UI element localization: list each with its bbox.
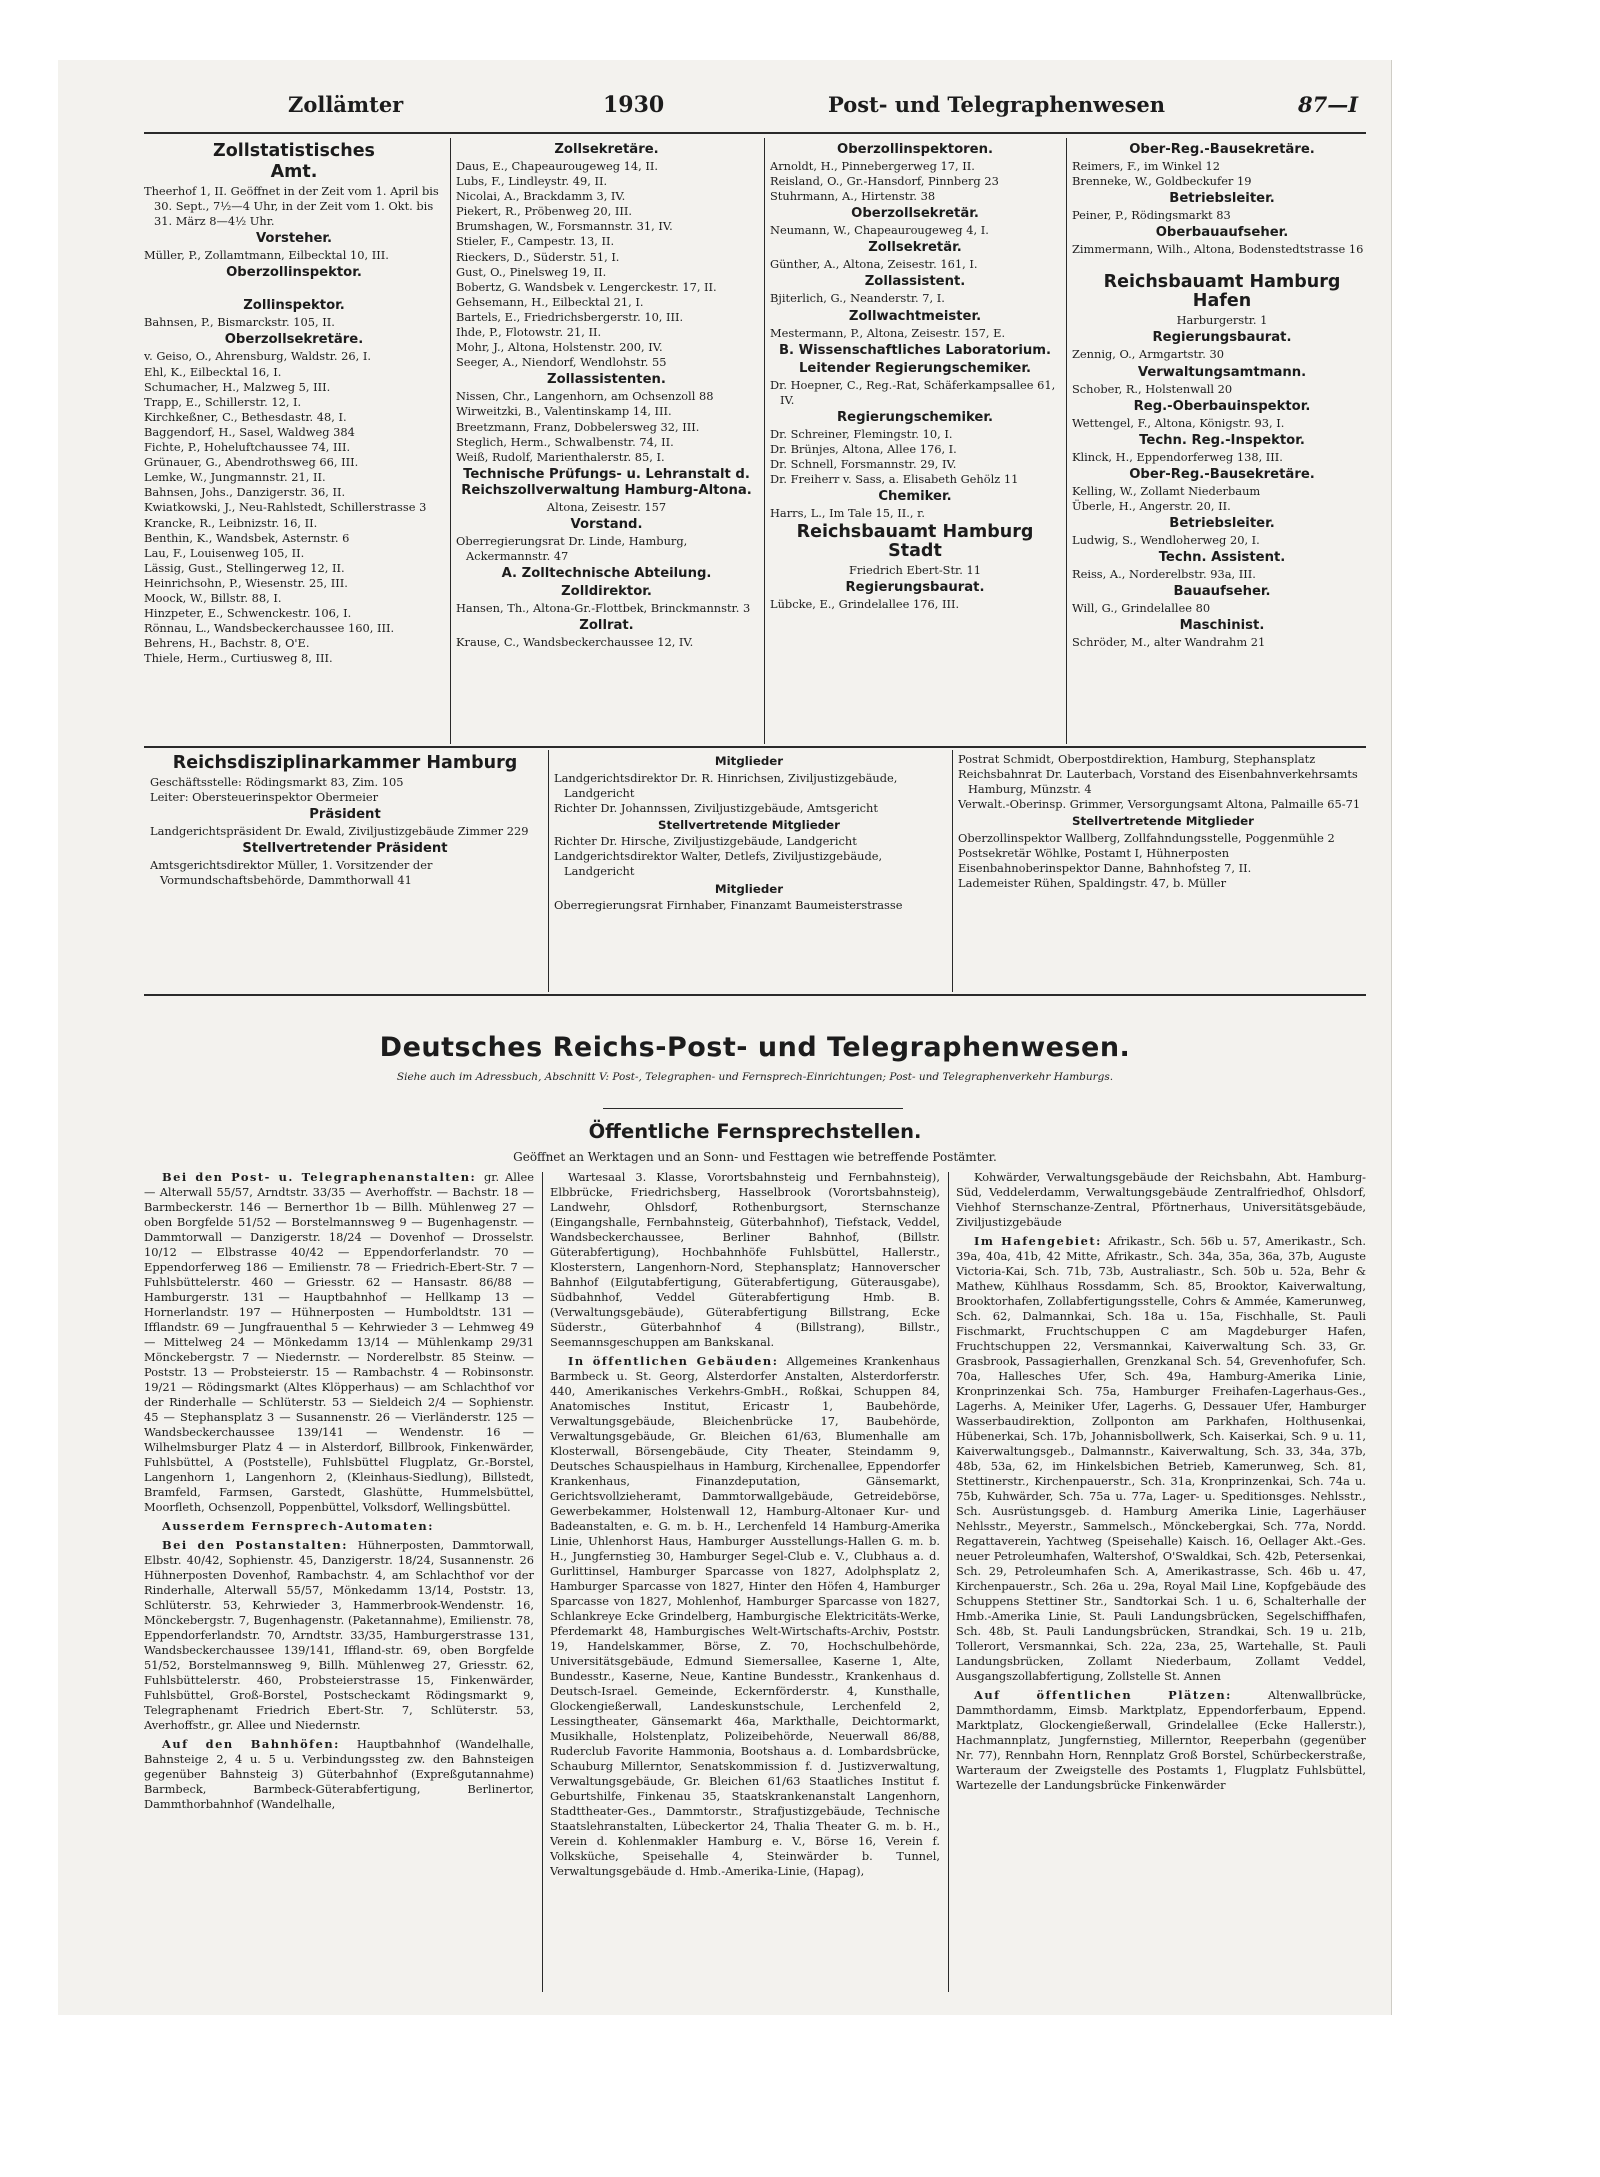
directory-entry: Geschäftsstelle: Rödingsmarkt 83, Zim. 105 bbox=[150, 775, 404, 789]
column-customs-inspectors bbox=[770, 140, 1060, 742]
directory-entry: Gehsemann, H., Eilbecktal 21, I. bbox=[456, 294, 644, 309]
directory-entry: Lau, F., Louisenweg 105, II. bbox=[144, 545, 305, 560]
paragraph-lead: Ausserdem Fernsprech-Automaten: bbox=[162, 1519, 434, 1533]
directory-entry: Müller, P., Zollamtmann, Eilbecktal 10, III. bbox=[144, 248, 389, 263]
directory-heading: Amt. bbox=[270, 162, 318, 182]
directory-heading: Betriebsleiter. bbox=[1169, 191, 1275, 207]
directory-entry: Lademeister Rühen, Spaldingstr. 47, b. Müller bbox=[958, 876, 1227, 891]
directory-entry: Bjiterlich, G., Neanderstr. 7, I. bbox=[770, 291, 945, 306]
directory-entry: Lübcke, E., Grindelallee 176, III. bbox=[770, 597, 960, 612]
text-paragraph bbox=[144, 1170, 534, 1515]
directory-entry: Ihde, P., Flotowstr. 21, II. bbox=[456, 325, 602, 340]
directory-entry: Landgerichtspräsident Dr. Ewald, Ziviljustizgebäude Zimmer 229 bbox=[150, 824, 529, 839]
title-rule bbox=[603, 1108, 903, 1109]
column-divider bbox=[548, 750, 549, 992]
directory-heading: Leitender Regierungschemiker. bbox=[799, 360, 1031, 376]
directory-entry: Hinzpeter, E., Schwenckestr. 106, I. bbox=[144, 606, 352, 621]
directory-entry: Klinck, H., Eppendorferweg 138, III. bbox=[1072, 449, 1283, 464]
directory-entry: Bahnsen, Johs., Danzigerstr. 36, II. bbox=[144, 485, 346, 500]
directory-heading: Zolldirektor. bbox=[561, 584, 652, 600]
section-subtitle: Siehe auch im Adressbuch, Abschnitt V: Post-, Telegraphen- und Fernsprech-Einrichtungen; Post- und Telegraphenverkehr Hamburgs. bbox=[396, 1071, 1114, 1083]
directory-heading: Reichsbauamt Hamburg Stadt bbox=[796, 522, 1034, 562]
directory-entry: Heinrichsohn, P., Wiesenstr. 25, III. bbox=[144, 575, 348, 590]
text-paragraph bbox=[956, 1234, 1366, 1684]
directory-entry: Mestermann, P., Altona, Zeisestr. 157, E. bbox=[770, 325, 1006, 340]
directory-entry: Friedrich Ebert-Str. 11 bbox=[849, 563, 981, 578]
directory-entry: v. Geiso, O., Ahrensburg, Waldstr. 26, I. bbox=[144, 349, 371, 364]
directory-entry: Bobertz, G. Wandsbek v. Lengerckestr. 17, II. bbox=[456, 279, 717, 294]
directory-heading: Bauaufseher. bbox=[1173, 584, 1271, 600]
directory-entry: Wettengel, F., Altona, Königstr. 93, I. bbox=[1072, 415, 1285, 430]
directory-entry: Breetzmann, Franz, Dobbelersweg 32, III. bbox=[456, 419, 700, 434]
directory-heading: Ober-Reg.-Bausekretäre. bbox=[1129, 466, 1315, 482]
directory-entry: Reisland, O., Gr.-Hansdorf, Pinnberg 23 bbox=[770, 174, 999, 189]
directory-heading: Oberzollinspektor. bbox=[226, 265, 362, 281]
directory-entry: Neumann, W., Chapeaurougeweg 4, I. bbox=[770, 223, 989, 238]
directory-entry: Zennig, O., Armgartstr. 30 bbox=[1072, 347, 1224, 362]
directory-entry: Stieler, F., Campestr. 13, II. bbox=[456, 234, 615, 249]
discipline-chamber-members bbox=[554, 752, 944, 990]
directory-entry: Eisenbahnoberinspektor Danne, Bahnhofsteg 7, II. bbox=[958, 861, 1252, 876]
directory-entry: Baggendorf, H., Sasel, Waldweg 384 bbox=[144, 424, 355, 439]
text-column-post-offices bbox=[144, 1170, 534, 1995]
directory-heading: Zollsekretär. bbox=[868, 240, 962, 256]
directory-heading: Oberzollinspektoren. bbox=[837, 142, 993, 157]
directory-entry: Reichsbahnrat Dr. Lauterbach, Vorstand des Eisenbahnverkehrsamts Hamburg, Münzstr. 4 bbox=[958, 767, 1358, 797]
text-paragraph bbox=[956, 1688, 1366, 1793]
directory-heading: Zollwachtmeister. bbox=[848, 308, 982, 324]
directory-entry: Brenneke, W., Goldbeckufer 19 bbox=[1072, 174, 1252, 189]
column-divider bbox=[952, 750, 953, 992]
directory-entry: Rönnau, L., Wandsbeckerchaussee 160, III. bbox=[144, 621, 395, 636]
directory-entry: Zimmermann, Wilh., Altona, Bodenstedtstrasse 16 bbox=[1072, 242, 1364, 257]
directory-entry: Trapp, E., Schillerstr. 12, I. bbox=[144, 394, 302, 409]
paragraph-lead: Im Hafengebiet: bbox=[974, 1234, 1109, 1248]
directory-entry: Postsekretär Wöhlke, Postamt I, Hühnerposten bbox=[958, 845, 1230, 860]
directory-entry: Dr. Schnell, Forsmannstr. 29, IV. bbox=[770, 457, 957, 472]
header-rule bbox=[144, 132, 1366, 134]
paragraph-lead: Auf öffentlichen Plätzen: bbox=[974, 1688, 1268, 1702]
directory-heading: Techn. Reg.-Inspektor. bbox=[1139, 432, 1305, 448]
directory-heading: Ober-Reg.-Bausekretäre. bbox=[1129, 142, 1315, 157]
header-year: 1930 bbox=[603, 92, 665, 118]
directory-entry: Kelling, W., Zollamt Niederbaum bbox=[1072, 483, 1261, 498]
discipline-chamber-deputies bbox=[958, 752, 1368, 990]
directory-heading: Zollrat. bbox=[579, 618, 634, 634]
directory-entry: Gust, O., Pinelsweg 19, II. bbox=[456, 264, 607, 279]
text-column-harbour-area bbox=[956, 1170, 1366, 1995]
directory-entry: Benthin, K., Wandsbek, Asternstr. 6 bbox=[144, 530, 350, 545]
directory-entry: Thiele, Herm., Curtiusweg 8, III. bbox=[144, 651, 333, 666]
section-title: Deutsches Reichs-Post- und Telegraphenwesen. bbox=[379, 1032, 1131, 1063]
directory-entry: Bartels, E., Friedrichsbergerstr. 10, III. bbox=[456, 309, 684, 324]
directory-entry: Überle, H., Angerstr. 20, II. bbox=[1072, 498, 1231, 513]
directory-heading: Mitglieder bbox=[714, 881, 784, 896]
directory-entry: Nissen, Chr., Langenhorn, am Ochsenzoll 88 bbox=[456, 389, 714, 404]
text-column-public-buildings bbox=[550, 1170, 940, 1995]
paragraph-body: Wartesaal 3. Klasse, Vorortsbahnsteig und Fernbahnsteig), Elbbrücke, Friedrichsberg, Hasselbrook (Vorortsbahnsteig), Landwehr, Ohlsdorf, Rothenburgsort, Sternschanze (Eingangshalle, Fernbahnsteig, Güterbahnhof), Tiefstack, Veddel, Wandsbeckerchaussee, Berliner Bahnhof, (Billstr. Güterabfertigung), Hochbahnhöfe Fuhlsbüttel, Hallerstr., Klosterstern, Langenhorn-Nord, Stephansplatz; Hannoverscher Bahnhof (Eilgutabfertigung, Güterabfertigung, Güterausgabe), Südbahnhof, Veddel Güterabfertigung Hmb. B. (Verwaltungsgebäude), Güterabfertigung Billstrang, Ecke Süderstr., Güterbahnhof 4 (Billstrang), Billstr., Seemannsgeschuppen am Bankskanal. bbox=[550, 1170, 940, 1349]
directory-heading: Stellvertretender Präsident bbox=[242, 841, 448, 857]
directory-heading: Regierungsbaurat. bbox=[1152, 330, 1292, 346]
paragraph-body: Hühnerposten, Dammtorwall, Elbstr. 40/42, Sophienstr. 45, Danzigerstr. 18/24, Susannenstr. 26 Hühnerposten Dovenhof, Rambachstr. 4, am Schlachthof vor der Rinderhalle, Alterwall 55/57, Mönkedamm 13/14, Poststr. 13, Schlüterstr. 53, Kehrwieder 3, Hammerbrook-Wendenstr. 16, Mönckebergstr. 7, Bugenhagenstr. (Paketannahme), Emilienstr. 78, Eppendorferlandstr. 70, Arndtstr. 33/35, Hamburgerstrasse 131, Wandsbeckerchaussee 139/141, Iffland-str. 69, oben Borgfelde 51/52, Borstelmannsweg 9, Billh. Mühlenweg 27, Griesstr. 62, Fuhlsbüttelerstr. 460, Probsteierstrasse 15, Finkenwärder, Fuhlsbüttel, Groß-Borstel, Postscheckamt Rödingsmarkt 9, Telegraphenamt Friedrich Ebert-Str. 7, Schlüterstr. 53, Averhoffstr., gr. Allee und Niedernstr. bbox=[144, 1538, 534, 1732]
directory-entry: Schumacher, H., Malzweg 5, III. bbox=[144, 379, 331, 394]
paragraph-body: Allgemeines Krankenhaus Barmbeck u. St. Georg, Alsterdorfer Anstalten, Alsterdorferstr. 440, Amerikanisches Verkehrs-GmbH., Roßkai, Schuppen 84, Anatomisches Institut, Ericastr 1, Baubehörde, Verwaltungsgebäude, Bleichenbrücke 17, Baubehörde, Verwaltungsgebäude, Gr. Bleichen 61/63, Blumenhalle am Klosterwall, Börsengebäude, City Theater, Steindamm 9, Deutsches Schauspielhaus in Hamburg, Kirchenallee, Eppendorfer Krankenhaus, Finanzdeputation, Gänsemarkt, Gerichtsvollzieheramt, Dammtorwallgebäude, Getreidebörse, Gewerbekammer, Holstenwall 12, Hamburg-Altonaer Kur- und Badeanstalten, e. G. m. b. H., Lerchenfeld 14 Hamburg-Amerika Linie, Uhlenhorst Haus, Hamburger Ausstellungs-Hallen G. m. b. H., Jungfernstieg 30, Hamburger Segel-Club e. V., Clubhaus a. d. Gurlittinsel, Hamburger Sparcasse von 1827, Adolphsplatz 2, Hamburger Sparcasse von 1827, Hinter den Höfen 4, Hamburger Sparcasse von 1827, Mohlenhof, Hamburger Sparcasse von 1827, Schlankreye Ecke Grindelberg, Hamburgische Elektricitäts-Werke, Pferdemarkt 48, Hamburgisches Welt-Wirtschafts-Archiv, Poststr. 19, Handelskammer, Börse, Z. 70, Hochschulbehörde, Universitätsgebäude, Edmund Siemersallee, Kaserne 1, Alte, Bundesstr., Kaserne, Neue, Kantine Bundesstr., Krankenhaus d. Deutsch-Israel. Gemeinde, Eckernförderstr. 4, Kunsthalle, Glockengießerwall, Landeskunstschule, Lerchenfeld 2, Lessingtheater, Gänsemarkt 46a, Markthalle, Deichtormarkt, Musikhalle, Holstenplatz, Polizeibehörde, Neuerwall 86/88, Ruderclub Favorite Hammonia, Bootshaus a. d. Lombardsbrücke, Schauburg Millerntor, Senatskommission f. d. Justizverwaltung, Verwaltungsgebäude, Gr. Bleichen 61/63 Staatliches Institut f. Geburtshilfe, Finkenau 35, Staatskrankenanstalt Langenhorn, Stadttheater-Ges., Dammtorstr., Strafjustizgebäude, Technische Staatslehranstalten, Lübeckertor 24, Thalia Theater G. m. b. H., Verein d. Kohlenmakler Hamburg e. V., Börse 16, Verein f. Volksküche, Speisehalle 4, Steinwärder b. Tunnel, Verwaltungsgebäude d. Hmb.-Amerika-Linie, (Hapag), bbox=[550, 1354, 940, 1878]
directory-entry: Fichte, P., Hoheluftchaussee 74, III. bbox=[144, 440, 351, 455]
column-divider bbox=[1066, 138, 1067, 744]
directory-entry: Bahnsen, P., Bismarckstr. 105, II. bbox=[144, 315, 335, 330]
directory-entry: Harrs, L., Im Tale 15, II., r. bbox=[770, 506, 925, 521]
directory-entry: Ehl, K., Eilbecktal 16, I. bbox=[144, 364, 282, 379]
directory-entry: Dr. Hoepner, C., Reg.-Rat, Schäferkampsallee 61, IV. bbox=[770, 377, 1056, 407]
paragraph-body: gr. Allee — Alterwall 55/57, Arndtstr. 33/35 — Averhoffstr. — Bachstr. 18 — Barmbeckerstr. 146 — Bernerthor 1b — Billh. Mühlenweg 27 — oben Borgfelde 51/52 — Borstelmannsweg 9 — Bugenhagenstr. — Dammtorwall — Danzigerstr. 18/24 — Dovenhof — Drosselstr. 10/12 — Elbstrasse 40/42 — Eppendorferlandstr. 70 — Eppendorferweg 186 — Emilienstr. 78 — Friedrich-Ebert-Str. 7 — Fuhlsbüttelerstr. 460 — Griesstr. 62 — Hansastr. 86/88 — Hamburgerstr. 131 — Hauptbahnhof — Hellkamp 13 — Hornerlandstr. 197 — Hühnerposten — Humboldtstr. 131 — Ifflandstr. 69 — Jungfrauenthal 5 — Kehrwieder 3 — Lehmweg 49 — Mittelweg 24 — Mönkedamm 13/14 — Mühlenkamp 29/31 Mönckebergstr. 7 — Niedernstr. — Norderelbstr. 85 Steinw. — Poststr. 13 — Probsteierstr. 15 — Rambachstr. 4 — Robinsonstr. 19/21 — Rödingsmarkt (Altes Klöpperhaus) — am Schlachthof vor der Rinderhalle — Schlüterstr. 53 — Sieldeich 2/4 — Sophienstr. 45 — Stephansplatz 3 — Susannenstr. 26 — Vierländerstr. 125 — Wandsbeckerchaussee 139/141 — Wendenstr. 16 — Wilhelmsburger Platz 4 — in Alsterdorf, Billbrook, Finkenwärder, Fuhlsbüttel, A (Poststelle), Fuhlsbüttel Flugplatz, Gr.-Borstel, Langenhorn 1, Langenhorn 2, (Kleinhaus-Siedlung), Billstedt, Bramfeld, Farmsen, Garstedt, Glashütte, Hummelsbüttel, Moorfleth, Ochsenzoll, Poppenbüttel, Volksdorf, Wellingsbüttel. bbox=[144, 1170, 534, 1514]
directory-entry: Reimers, F., im Winkel 12 bbox=[1072, 159, 1220, 173]
directory-heading: A. Zolltechnische Abteilung. bbox=[501, 566, 712, 582]
directory-heading: Regierungsbaurat. bbox=[845, 580, 985, 596]
paragraph-body: Afrikastr., Sch. 56b u. 57, Amerikastr., Sch. 39a, 40a, 41b, 42 Mitte, Afrikastr., Sch. 34a, 35a, 36a, 37b, Auguste Victoria-Kai, Sch. 71b, 73b, Australiastr., Sch. 50b u. 52a, Behr & Mathew, Kühlhaus Rossdamm, Sch. 85, Brooktor, Kaiverwaltung, Brooktorhafen, Zollabfertigungsstelle, Cohrs & Ammée, Kamerunweg, Sch. 62, Dalmannkai, Sch. 18a u. 15a, Fischhalle, St. Pauli Fischmarkt, Fruchtschuppen C am Magdeburger Hafen, Fruchtschuppen 22, Versmannkai, Kaiverwaltung Sch. 33, Gr. Grasbrook, Passagierhallen, Grenzkanal Sch. 54, Grevenhofufer, Sch. 70a, Hallesches Ufer, Sch. 49a, Hamburg-Amerika Linie, Kronprinzenkai Sch. 75a, Hamburger Freihafen-Lagerhaus-Ges., Lagerhs. A, Meiniker Ufer, Lagerhs. G, Dessauer Ufer, Hamburger Wasserbaudirektion, Zollponton am Parkhafen, Holthusenkai, Hübenerkai, Sch. 17b, Johannisbollwerk, Sch. Kaiserkai, Sch. 9 u. 11, Kaiverwaltungsgeb., Dalmannstr., Kaiverwaltung, Sch. 33, 34a, 37b, 48b, 53a, 62, im Hinkelsbichen Betrieb, Kamerunweg, Sch. 81, Stettinerstr., Kirchenpauerstr., Sch. 31a, Kronprinzenkai, Sch. 74a u. 75b, Kuhwärder, Sch. 75a u. 77a, Lager- u. Speditionsges. Nehlsstr., Sch. Ausrüstungsgeb. d. Hamburg Amerika Linie, Lagerhäuser Nehlsstr., Meyerstr., Sammelsch., Mönckebergkai, Sch. 77a, Nordd. Regattaverein, Yachtweg (Speisehalle) Kaisch. 16, Oellager Akt.-Ges. neuer Petroleumhafen, Waltershof, O'Swaldkai, Sch. 42b, Petersenkai, Sch. 29, Petroleumhafen Sch. A, Amerikastrasse, Sch. 46b u. 47, Kirchenpauerstr., Sch. 26a u. 29a, Royal Mail Line, Kopfgebäude des Schuppens Stettiner Str., Sandtorkai Sch. 1 u. 6, Schalterhalle der Hmb.-Amerika Linie, St. Pauli Landungsbrücken, Segelschiffhafen, Sch. 48b, St. Pauli Landungsbrücken, Strandkai, Sch. 19 u. 21b, Tollerort, Versmannkai, Sch. 22a, 23a, 25, Wartehalle, St. Pauli Landungsbrücken, Zollamt Niederbaum, Zollamt Veddel, Ausgangszollabfertigung, Zollstelle St. Annen bbox=[956, 1234, 1366, 1683]
section-rule bbox=[144, 994, 1366, 996]
directory-entry: Hansen, Th., Altona-Gr.-Flottbek, Brinckmannstr. 3 bbox=[456, 601, 751, 616]
scanned-page bbox=[58, 60, 1392, 2015]
paragraph-lead: Auf den Bahnhöfen: bbox=[162, 1737, 357, 1751]
directory-heading: Maschinist. bbox=[1179, 618, 1265, 634]
directory-entry: Dr. Freiherr v. Sass, a. Elisabeth Gehölz 11 bbox=[770, 472, 1019, 487]
subsection-heading: Öffentliche Fernsprechstellen. bbox=[588, 1120, 922, 1143]
header-right: Post- und Telegraphenwesen bbox=[828, 92, 1166, 117]
directory-entry: Amtsgerichtsdirektor Müller, 1. Vorsitzender der Vormundschaftsbehörde, Dammthorwall 41 bbox=[150, 858, 433, 888]
directory-entry: Schober, R., Holstenwall 20 bbox=[1072, 381, 1233, 396]
column-divider bbox=[450, 138, 451, 744]
directory-entry: Lubs, F., Lindleystr. 49, II. bbox=[456, 174, 608, 189]
directory-heading: Verwaltungsamtmann. bbox=[1137, 364, 1307, 380]
directory-heading: Zollassistent. bbox=[864, 274, 966, 290]
directory-entry: Grünauer, G., Abendrothsweg 66, III. bbox=[144, 455, 359, 470]
directory-heading: Betriebsleiter. bbox=[1169, 516, 1275, 532]
directory-entry: Leiter: Obersteuerinspektor Obermeier bbox=[150, 790, 379, 805]
directory-entry: Brumshagen, W., Forsmannstr. 31, IV. bbox=[456, 219, 673, 234]
text-paragraph bbox=[144, 1519, 534, 1534]
directory-entry: Schröder, M., alter Wandrahm 21 bbox=[1072, 635, 1266, 650]
text-paragraph bbox=[144, 1538, 534, 1733]
spacer bbox=[1072, 257, 1372, 271]
directory-entry: Postrat Schmidt, Oberpostdirektion, Hamburg, Stephansplatz bbox=[958, 752, 1316, 766]
discipline-chamber-left bbox=[150, 752, 540, 990]
header-left: Zollämter bbox=[288, 92, 404, 117]
paragraph-body: Kohwärder, Verwaltungsgebäude der Reichsbahn, Abt. Hamburg-Süd, Veddelerdamm, Verwaltungsgebäude Zentralfriedhof, Ohlsdorf, Viehhof Sternschanze-Zentral, Pförtnerhaus, Universitätsgebäude, Ziviljustizgebäude bbox=[956, 1170, 1366, 1229]
section-rule bbox=[144, 746, 1366, 748]
directory-entry: Peiner, P., Rödingsmarkt 83 bbox=[1072, 208, 1231, 223]
directory-entry: Rieckers, D., Süderstr. 51, I. bbox=[456, 249, 620, 264]
directory-heading: Chemiker. bbox=[878, 489, 952, 505]
directory-heading: Stellvertretende Mitglieder bbox=[1072, 814, 1254, 829]
text-paragraph bbox=[956, 1170, 1366, 1230]
directory-heading: Stellvertretende Mitglieder bbox=[658, 817, 840, 832]
directory-heading: Technische Prüfungs- u. Lehranstalt d. Reichszollverwaltung Hamburg-Altona. bbox=[461, 466, 752, 498]
directory-entry: Weiß, Rudolf, Marienthalerstr. 85, I. bbox=[456, 449, 665, 464]
directory-heading: Mitglieder bbox=[714, 754, 784, 768]
directory-entry: Dr. Schreiner, Flemingstr. 10, I. bbox=[770, 426, 953, 441]
directory-entry: Harburgerstr. 1 bbox=[1176, 313, 1268, 328]
directory-entry: Dr. Brünjes, Altona, Allee 176, I. bbox=[770, 441, 957, 456]
text-paragraph bbox=[144, 1737, 534, 1812]
column-divider bbox=[948, 1172, 949, 1992]
column-divider bbox=[542, 1172, 543, 1992]
directory-entry: Kwiatkowski, J., Neu-Rahlstedt, Schillerstrasse 3 bbox=[144, 500, 427, 515]
directory-entry: Oberregierungsrat Firnhaber, Finanzamt Baumeisterstrasse bbox=[554, 898, 903, 913]
spacer bbox=[144, 282, 444, 296]
directory-entry: Steglich, Herm., Schwalbenstr. 74, II. bbox=[456, 434, 674, 449]
directory-entry: Reiss, A., Norderelbstr. 93a, III. bbox=[1072, 567, 1256, 582]
paragraph-lead: In öffentlichen Gebäuden: bbox=[568, 1354, 787, 1368]
directory-heading: Zollstatistisches bbox=[213, 141, 375, 161]
paragraph-body: Hauptbahnhof (Wandelhalle, Bahnsteige 2, 4 u. 5 u. Verbindungssteg zw. den Bahnsteigen gegenüber Bahnsteig 3) Güterbahnhof (Expreßgutannahme) Barmbeck, Barmbeck-Güterabfertigung, Berlinertor, Dammthorbahnhof (Wandelhalle, bbox=[144, 1737, 534, 1811]
directory-heading: Reichsdisziplinarkammer Hamburg bbox=[172, 753, 518, 773]
directory-entry: Piekert, R., Pröbenweg 20, III. bbox=[456, 204, 632, 219]
directory-entry: Stuhrmann, A., Hirtenstr. 38 bbox=[770, 189, 936, 204]
directory-heading: Techn. Assistent. bbox=[1158, 550, 1286, 566]
column-building-office bbox=[1072, 140, 1372, 742]
directory-entry: Lemke, W., Jungmannstr. 21, II. bbox=[144, 470, 326, 485]
directory-heading: Reg.-Oberbauinspektor. bbox=[1133, 398, 1311, 414]
directory-heading: Vorstand. bbox=[570, 516, 643, 532]
directory-heading: Oberzollsekretär. bbox=[851, 206, 979, 222]
directory-entry: Mohr, J., Altona, Holstenstr. 200, IV. bbox=[456, 340, 663, 355]
directory-entry: Krause, C., Wandsbeckerchaussee 12, IV. bbox=[456, 635, 694, 650]
paragraph-body: Altenwallbrücke, Dammthordamm, Eimsb. Marktplatz, Eppendorferbaum, Eppend. Marktplatz, Glockengießerwall, Grindelallee (Ecke Hallerstr.), Hachmannplatz, Jungfernstieg, Millerntor, Reeperbahn (gegenüber Nr. 77), Rennbahn Horn, Rennplatz Groß Borstel, Schürbeckerstraße, Warteraum der Zweigstelle des Postamts 1, Flugplatz Fuhlsbüttel, Wartezelle der Landungsbrücke Finkenwärder bbox=[956, 1688, 1366, 1792]
directory-entry: Krancke, R., Leibnizstr. 16, II. bbox=[144, 515, 318, 530]
directory-entry: Will, G., Grindelallee 80 bbox=[1072, 601, 1211, 616]
directory-entry: Richter Dr. Johannssen, Ziviljustizgebäude, Amtsgericht bbox=[554, 800, 878, 815]
directory-entry: Oberregierungsrat Dr. Linde, Hamburg, Ackermannstr. 47 bbox=[456, 533, 688, 563]
directory-entry: Richter Dr. Hirsche, Ziviljustizgebäude, Landgericht bbox=[554, 834, 857, 849]
directory-entry: Wirweitzki, B., Valentinskamp 14, III. bbox=[456, 404, 672, 419]
directory-heading: B. Wissenschaftliches Laboratorium. bbox=[778, 342, 1052, 358]
directory-heading: Vorsteher. bbox=[255, 231, 333, 247]
directory-heading: Oberzollsekretäre. bbox=[224, 332, 364, 348]
directory-heading: Zollsekretäre. bbox=[554, 142, 659, 157]
directory-heading: Reichsbauamt Hamburg Hafen bbox=[1103, 272, 1341, 312]
directory-heading: Oberbauaufseher. bbox=[1155, 225, 1289, 241]
directory-entry: Behrens, H., Bachstr. 8, O'E. bbox=[144, 636, 310, 651]
directory-heading: Präsident bbox=[309, 807, 381, 823]
directory-entry: Altona, Zeisestr. 157 bbox=[546, 499, 667, 514]
directory-heading: Zollinspektor. bbox=[243, 298, 345, 314]
directory-entry: Theerhof 1, II. Geöffnet in der Zeit vom 1. April bis 30. Sept., 7½—4 Uhr, in der Zeit vom 1. Okt. bis 31. März 8—4½ Uhr. bbox=[144, 184, 439, 229]
paragraph-lead: Bei den Post- u. Telegraphenanstalten: bbox=[162, 1170, 484, 1184]
directory-entry: Daus, E., Chapeaurougeweg 14, II. bbox=[456, 159, 658, 173]
directory-entry: Kirchkeßner, C., Bethesdastr. 48, I. bbox=[144, 409, 347, 424]
text-paragraph bbox=[550, 1170, 940, 1350]
directory-entry: Arnoldt, H., Pinnebergerweg 17, II. bbox=[770, 159, 975, 173]
column-customs-secretaries bbox=[456, 140, 757, 742]
directory-entry: Günther, A., Altona, Zeisestr. 161, I. bbox=[770, 257, 978, 272]
page-number: 87—I bbox=[1298, 92, 1359, 117]
directory-entry: Nicolai, A., Brackdamm 3, IV. bbox=[456, 189, 626, 204]
directory-entry: Verwalt.-Oberinsp. Grimmer, Versorgungsamt Altona, Palmaille 65-71 bbox=[958, 797, 1361, 812]
directory-entry: Oberzollinspektor Wallberg, Zollfahndungsstelle, Poggenmühle 2 bbox=[958, 830, 1335, 845]
directory-entry: Seeger, A., Niendorf, Wendlohstr. 55 bbox=[456, 355, 667, 370]
text-paragraph bbox=[550, 1354, 940, 1879]
directory-entry: Landgerichtsdirektor Dr. R. Hinrichsen, Ziviljustizgebäude, Landgericht bbox=[554, 770, 898, 800]
directory-entry: Moock, W., Billstr. 88, I. bbox=[144, 590, 282, 605]
column-customs-statistics bbox=[144, 140, 444, 742]
directory-heading: Zollassistenten. bbox=[547, 372, 666, 388]
column-divider bbox=[764, 138, 765, 744]
opening-hours-note: Geöffnet an Werktagen und an Sonn- und Festtagen wie betreffende Postämter. bbox=[513, 1150, 997, 1164]
directory-heading: Regierungschemiker. bbox=[837, 409, 993, 425]
paragraph-lead: Bei den Postanstalten: bbox=[162, 1538, 358, 1552]
directory-entry: Landgerichtsdirektor Walter, Detlefs, Ziviljustizgebäude, Landgericht bbox=[554, 849, 883, 879]
directory-entry: Ludwig, S., Wendloherweg 20, I. bbox=[1072, 533, 1260, 548]
directory-entry: Lässig, Gust., Stellingerweg 12, II. bbox=[144, 560, 345, 575]
